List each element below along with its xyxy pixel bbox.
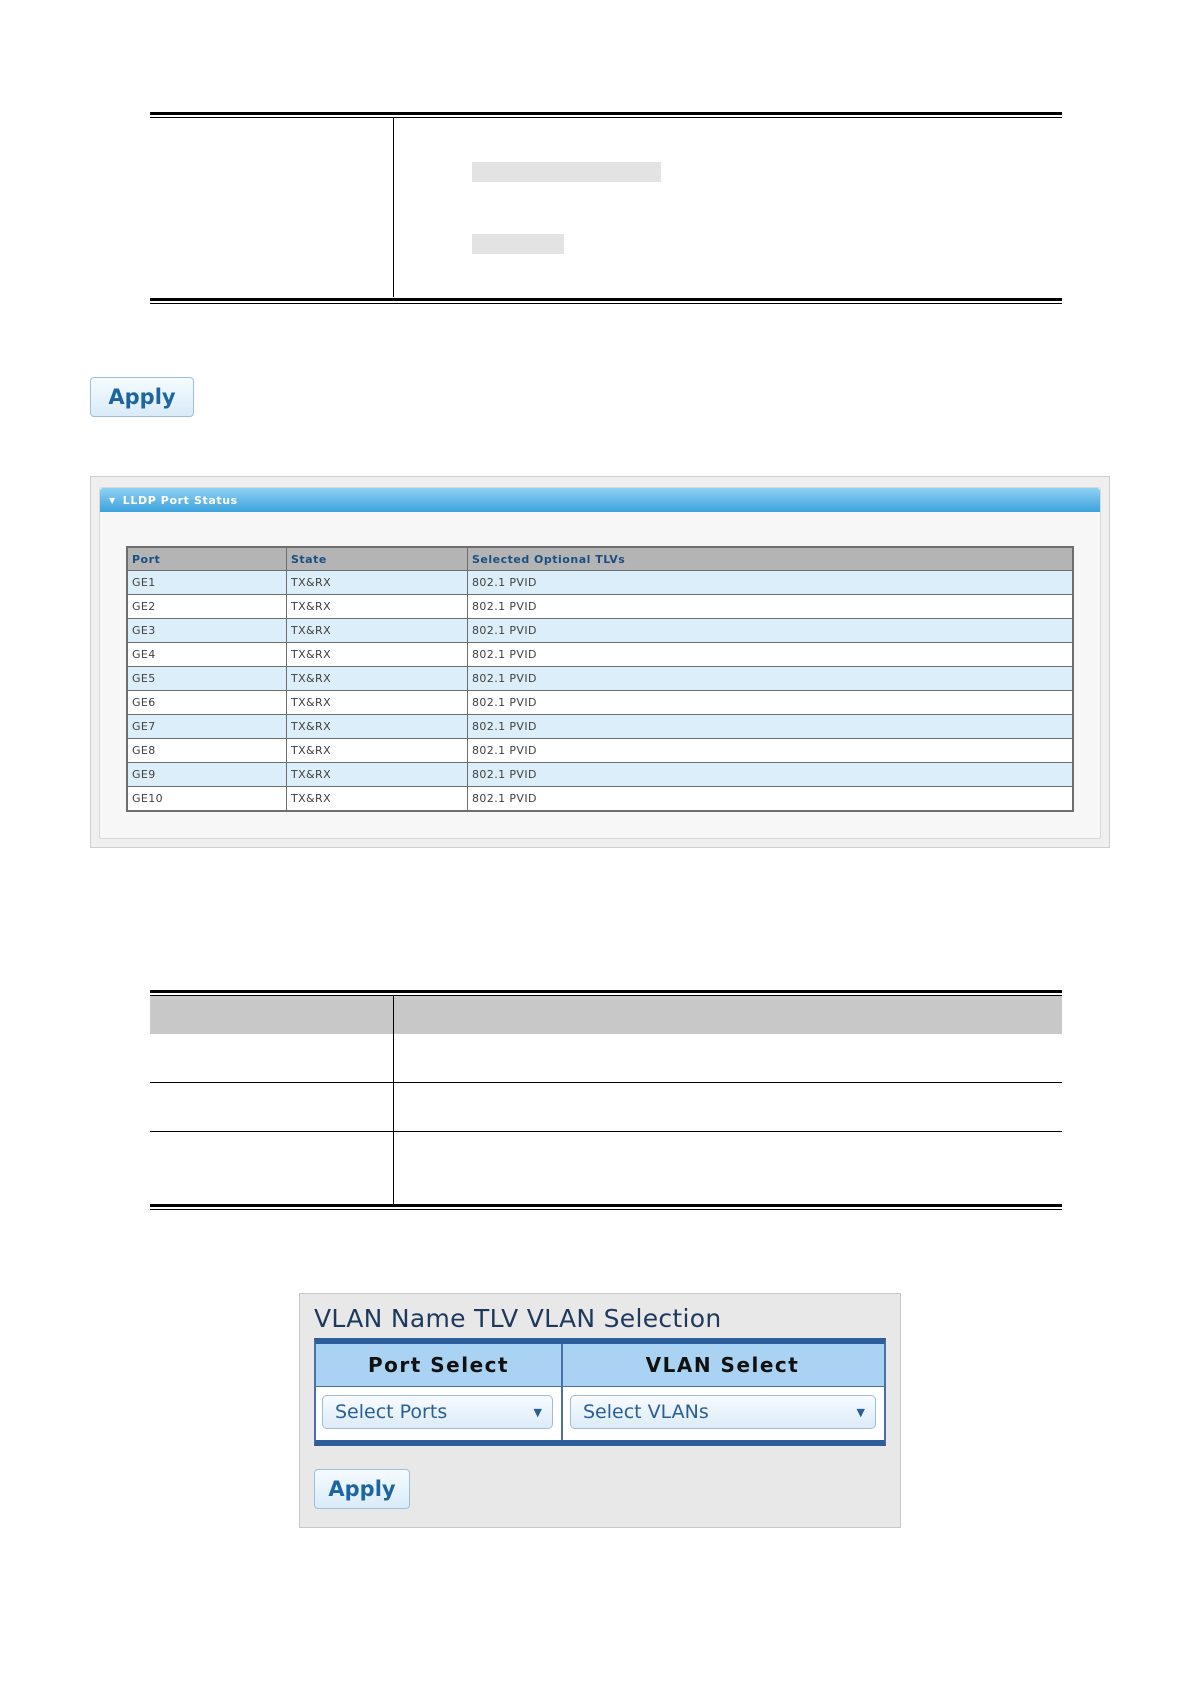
column-divider <box>561 1344 563 1440</box>
port-select-dropdown[interactable] <box>322 1395 553 1429</box>
table-row <box>127 643 1073 667</box>
chevron-down-icon: ▼ <box>533 1405 542 1419</box>
state-cell: TX&RX <box>287 787 468 812</box>
chevron-down-icon: ▼ <box>856 1405 865 1419</box>
table-row <box>127 571 1073 595</box>
table-row <box>127 691 1073 715</box>
table-top-rule <box>150 990 1062 993</box>
column-divider <box>393 117 394 297</box>
table-row <box>127 619 1073 643</box>
panel-title: LLDP Port Status <box>122 493 238 507</box>
column-divider <box>393 996 394 1204</box>
redacted-text-bar <box>472 162 661 182</box>
tlvs-cell: 802.1 PVID <box>468 763 1074 787</box>
table-bottom-rule <box>150 1204 1062 1207</box>
port-cell: GE4 <box>127 643 287 667</box>
state-cell: TX&RX <box>287 715 468 739</box>
column-header-tlvs: Selected Optional TLVs <box>468 547 1074 571</box>
row-divider <box>150 1082 1062 1083</box>
port-cell: GE3 <box>127 619 287 643</box>
state-cell: TX&RX <box>287 667 468 691</box>
collapse-triangle-icon[interactable]: ▼ <box>109 495 116 505</box>
state-cell: TX&RX <box>287 619 468 643</box>
port-cell: GE10 <box>127 787 287 812</box>
port-cell: GE6 <box>127 691 287 715</box>
vlan-selection-grid <box>314 1338 886 1446</box>
state-cell: TX&RX <box>287 739 468 763</box>
table-row <box>127 667 1073 691</box>
tlvs-cell: 802.1 PVID <box>468 787 1074 812</box>
vlan-select-header: VLAN Select <box>645 1353 800 1377</box>
column-header-state: State <box>287 547 468 571</box>
lldp-port-status-table <box>126 546 1074 812</box>
tlvs-cell: 802.1 PVID <box>468 691 1074 715</box>
tlvs-cell: 802.1 PVID <box>468 619 1074 643</box>
vlan-select-value: Select VLANs <box>583 1401 709 1423</box>
table-header-band <box>150 996 1062 1034</box>
panel-header[interactable] <box>100 488 1100 512</box>
panel-body <box>99 487 1101 839</box>
port-cell: GE8 <box>127 739 287 763</box>
port-cell: GE7 <box>127 715 287 739</box>
lldp-port-status-panel <box>90 476 1110 848</box>
port-cell: GE9 <box>127 763 287 787</box>
tlvs-cell: 802.1 PVID <box>468 667 1074 691</box>
state-cell: TX&RX <box>287 595 468 619</box>
port-cell: GE5 <box>127 667 287 691</box>
vlan-selection-title: VLAN Name TLV VLAN Selection <box>314 1304 722 1333</box>
table-row <box>127 595 1073 619</box>
table-row <box>127 763 1073 787</box>
table-top-rule <box>150 112 1062 115</box>
apply-button[interactable]: Apply <box>90 377 194 417</box>
table-row <box>127 787 1073 812</box>
port-cell: GE2 <box>127 595 287 619</box>
tlvs-cell: 802.1 PVID <box>468 595 1074 619</box>
tlvs-cell: 802.1 PVID <box>468 715 1074 739</box>
bottom-description-table <box>150 990 1062 1210</box>
top-description-table <box>150 112 1062 302</box>
vlan-select-dropdown[interactable] <box>570 1395 876 1429</box>
port-select-header: Port Select <box>367 1353 510 1377</box>
table-row <box>127 715 1073 739</box>
vlan-apply-button[interactable]: Apply <box>314 1469 410 1509</box>
table-row <box>127 739 1073 763</box>
column-header-port: Port <box>127 547 287 571</box>
state-cell: TX&RX <box>287 691 468 715</box>
state-cell: TX&RX <box>287 643 468 667</box>
vlan-grid-header <box>316 1344 884 1387</box>
port-select-value: Select Ports <box>335 1401 448 1423</box>
state-cell: TX&RX <box>287 571 468 595</box>
port-cell: GE1 <box>127 571 287 595</box>
tlvs-cell: 802.1 PVID <box>468 739 1074 763</box>
table-bottom-rule <box>150 298 1062 301</box>
row-divider <box>150 1131 1062 1132</box>
vlan-selection-box <box>299 1293 901 1528</box>
tlvs-cell: 802.1 PVID <box>468 571 1074 595</box>
tlvs-cell: 802.1 PVID <box>468 643 1074 667</box>
state-cell: TX&RX <box>287 763 468 787</box>
redacted-text-bar <box>472 234 564 254</box>
